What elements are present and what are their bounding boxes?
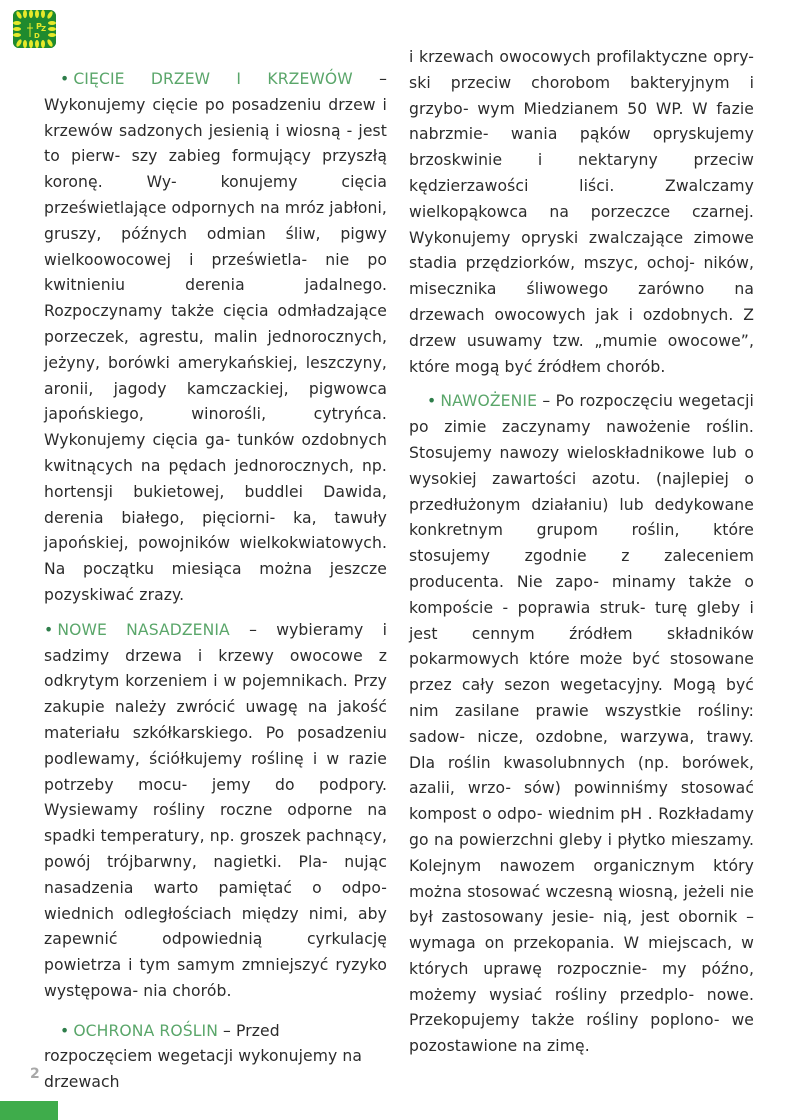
section-text: – Przed rozpoczęciem wegetacji wykonujemy na drzewach	[44, 1021, 363, 1092]
sunflower-logo-icon	[13, 10, 56, 48]
svg-text:P: P	[36, 22, 42, 31]
section-heading: NOWE NASADZENIA	[57, 620, 230, 639]
section-heading: CIĘCIE DRZEW I KRZEWÓW	[73, 70, 353, 88]
section-heading: NAWOŻENIE	[440, 392, 538, 411]
right-column	[409, 45, 754, 1060]
section-text: – Po rozpoczęciu wegetacji po zimie zaczynamy nawożenie roślin. Stosujemy nawozy wieloskładnikowe lub o wysokiej zawartości azotu. (najlepiej o przedłużonym działaniu) lub dedykowane konkretnym grupom roślin, które stosujemy zgodnie z zaleceniem producenta. Nie zapo- minamy także o kompoście - poprawia struk- turę gleby i jest cennym źródłem składników pokarmowych które może być stosowane przez cały sezon wegetacyjny. Mogą być nim zasilane prawie wszystkie rośliny: sadow- nicze, ozdobne, warzywa, trawy. Dla roślin kwasolubnnych (np. borówek, azalii, wrzo- sów) powinniśmy stosować kompost o odpo- wiednim pH . Rozkładamy go na powierzchni gleby i płytko mieszamy. Kolejnym nawozem organicznym który można stosować wczesną wiosną, jeżeli nie był zastosowany jesie- nią, jest obornik – wymaga on przekopania. W miejscach, w których uprawę rozpocznie- my późno, możemy wysiać rośliny przedplo- nowe. Przekopujemy także rośliny poplono- we pozostawione na zimę.	[409, 392, 754, 1056]
section-heading: OCHRONA ROŚLIN	[73, 1021, 218, 1040]
section-nawozenie	[409, 389, 754, 1060]
bullet-icon: •	[427, 392, 437, 411]
svg-text:Z: Z	[41, 25, 47, 33]
page-number: 2	[30, 1066, 40, 1082]
section-text: – wybieramy i sadzimy drzewa i krzewy owocowe z odkrytym korzeniem i w pojemnikach. Przy zakupie należy zwrócić uwagę na jakość materiału szkółkarskiego. Po posadzeniu podlewamy, ściółkujemy roślinę i w razie potrzeby mocu- jemy do podpory. Wysiewamy rośliny roczne odporne na spadki temperatury, np. groszek pachnący, powój trójbarwny, nagietki. Pla- nując nasadzenia warto pamiętać o odpo- wiednich odległościach między nimi, aby zapewnić odpowiednią cyrkulację powietrza i tym samym zmniejszyć ryzyko występowa- nia chorób.	[44, 620, 388, 1000]
section-nasadzenia	[44, 618, 387, 1005]
bullet-icon: •	[44, 620, 54, 639]
bullet-icon: •	[60, 1021, 70, 1040]
section-ochrona-continued	[409, 45, 754, 380]
left-column	[44, 67, 387, 1096]
pzd-logo	[13, 10, 56, 48]
section-text: i krzewach owocowych profilaktyczne opry- ski przeciw chorobom bakteryjnym i grzybo- wym Miedzianem 50 WP. W fazie nabrzmie- wania pąków opryskujemy brzoskwinie i nektaryny przeciw kędzierzawości liści. Zwalczamy wielkopąkowca na porzeczce czarnej. Wykonujemy opryski zwalczające zimowe stadia przędziorków, mszyc, ochoj- ników, misecznika śliwowego zarówno na drzewach owocowych jak i ozdobnych. Z drzew usuwamy tzw. „mumie owocowe”, które mogą być źródłem chorób.	[409, 48, 754, 376]
bullet-icon: •	[60, 70, 70, 88]
svg-text:D: D	[34, 32, 40, 40]
section-ciecie	[44, 67, 387, 609]
section-ochrona-start	[44, 1019, 387, 1096]
footer-accent-bar	[0, 1101, 58, 1120]
section-text: – Wykonujemy cięcie po posadzeniu drzew i krzewów sadzonych jesienią i wiosną - jest to pierw- szy zabieg formujący przyszłą koronę. Wy- konujemy cięcia prześwietlające odpornych na mróz jabłoni, gruszy, późnych odmian śliw, pigwy wielkoowocowej i prześwietla- nie po kwitnieniu derenia jadalnego. Rozpoczynamy także cięcia odmładzające porzeczek, agrestu, malin jednorocznych, jeżyny, borówki amerykańskiej, leszczyny, aronii, jagody kamczackiej, pigwowca japońskiego, winorośli, cytryńca. Wykonujemy cięcia ga- tunków ozdobnych kwitnących na pędach jednorocznych, np. hortensji bukietowej, buddlei Dawida, derenia białego, pięciorni- ka, tawuły japońskiej, powojników wielkokwiatowych. Na początku miesiąca można jeszcze pozyskiwać zrazy.	[44, 70, 387, 604]
